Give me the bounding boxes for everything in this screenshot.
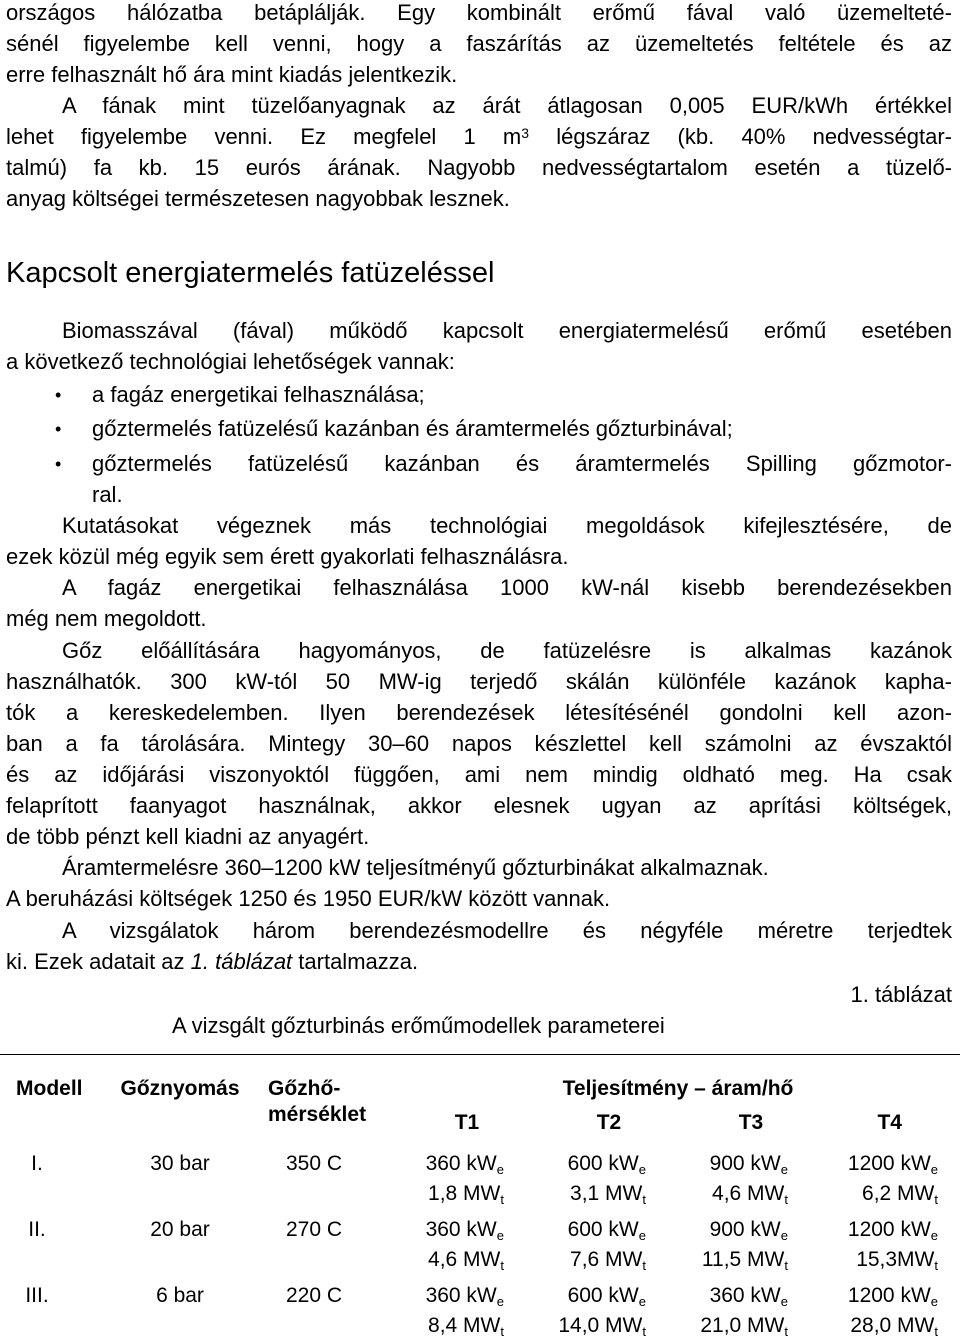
para6-line: tók a kereskedelemben. Ilyen berendezések létesítésénél gondolni kell azon- (6, 700, 952, 725)
cell-power-t4: 1200 $kW_e$ 28,0 $MW_t$ (847, 1284, 938, 1339)
header-pressure: Gőznyomás (120, 1077, 240, 1100)
table-reference: 1. táblázat (190, 949, 293, 974)
para6-line: használhatók. 300 kW-tól 50 MW-ig terjedő skálán különféle kazánok kapha- (6, 669, 952, 694)
cell-model: III. (25, 1284, 49, 1307)
bullet-item-continued: ral. (92, 482, 123, 507)
para2-line: lehet figyelembe venni. Ez megfelel 1 $m^3$ légszáraz (kb. 40% nedvességtar- (6, 124, 952, 149)
para4-line: Kutatásokat végeznek más technológiai megoldások kifejlesztésére, de (62, 513, 952, 538)
cell-power-t3: 360 $kW_e$ 21,0 $MW_t$ (700, 1284, 788, 1339)
intro-line: országos hálózatba betáplálják. Egy kombinált erőmű fával való üzemelteté- (6, 0, 952, 25)
para2-line: talmú) fa kb. 15 eurós árának. Nagyobb nedvességtartalom esetén a tüzelő- (6, 155, 952, 180)
table-body (0, 1140, 960, 1342)
para7-line: Áramtermelésre 360–1200 kW teljesítményű gőzturbinákat alkalmaznak. (62, 855, 769, 880)
table-caption: A vizsgált gőzturbinás erőműmodellek parameterei (172, 1013, 665, 1038)
cell-power-t1: 360 $kW_e$ 8,4 $MW_t$ (425, 1284, 504, 1339)
header-t4: T4 (877, 1111, 902, 1134)
header-temperature: Gőzhő- mérséklet (268, 1077, 367, 1126)
cell-power-t1: 360 $kW_e$ 1,8 $MW_t$ (425, 1152, 504, 1207)
table-row (0, 1276, 960, 1342)
cell-temperature: 270 C (285, 1218, 343, 1241)
header-model: Modell (16, 1077, 83, 1100)
header-t2: T2 (596, 1111, 622, 1134)
cell-power-t3: 900 $kW_e$ 4,6 $MW_t$ (709, 1152, 788, 1207)
header-t1: T1 (454, 1111, 480, 1134)
para6-line: ban a fa tárolására. Mintegy 30–60 napos készlettel kell számolni az évszaktól (6, 731, 952, 756)
cell-pressure: 20 bar (150, 1218, 210, 1241)
header-power: Teljesítmény – áram/hő (562, 1077, 794, 1100)
table-label: 1. táblázat (850, 982, 952, 1007)
para4-line: ezek közül még egyik sem érett gyakorlati felhasználásra. (6, 544, 569, 569)
para7-line: A beruházási költségek 1250 és 1950 EUR/kW között vannak. (6, 886, 611, 911)
cell-power-t2: 600 $kW_e$ 3,1 $MW_t$ (567, 1152, 646, 1207)
cell-temperature: 350 C (285, 1152, 343, 1175)
cell-power-t2: 600 $kW_e$ 7,6 $MW_t$ (567, 1218, 646, 1273)
para8-line: A vizsgálatok három berendezésmodellre és négyféle méretre terjedtek (62, 918, 952, 943)
header-t3: T3 (738, 1111, 764, 1134)
table-header-row (0, 1060, 960, 1102)
para5-line: még nem megoldott. (6, 606, 207, 631)
cell-pressure: 6 bar (156, 1284, 204, 1307)
cell-power-t4: 1200 $kW_e$ $15,3MW_t$ (847, 1218, 938, 1273)
cell-model: II. (28, 1218, 46, 1241)
intro-line: sénél figyelembe kell venni, hogy a faszárítás az üzemeltetés feltétele és az (6, 31, 952, 56)
para2-line: anyag költségei természetesen nagyobbak lesznek. (6, 186, 510, 211)
para3-line: Biomasszával (fával) működő kapcsolt energiatermelésű erőmű esetében (62, 318, 952, 343)
table-top-rule (0, 1054, 960, 1055)
bullet-icon: • (55, 385, 62, 405)
cell-model: I. (31, 1152, 43, 1175)
cell-power-t3: 900 $kW_e$ 11,5 $MW_t$ (701, 1218, 788, 1273)
para3-line: a következő technológiai lehetőségek vannak: (6, 349, 455, 374)
bullet-item: gőztermelés fatüzelésű kazánban és áramtermelés gőzturbinával; (92, 416, 733, 441)
parameters-table (0, 1060, 960, 1342)
para5-line: A fagáz energetikai felhasználása 1000 kW-nál kisebb berendezésekben (62, 575, 952, 600)
bullet-item: gőztermelés fatüzelésű kazánban és áramtermelés Spilling gőzmotor- (92, 451, 952, 476)
table-row (0, 1210, 960, 1276)
section-heading: Kapcsolt energiatermelés fatüzeléssel (6, 257, 495, 289)
cell-temperature: 220 C (285, 1284, 343, 1307)
bullet-item: a fagáz energetikai felhasználása; (92, 382, 425, 407)
cell-power-t1: 360 $kW_e$ 4,6 $MW_t$ (425, 1218, 504, 1273)
cell-power-t2: 600 $kW_e$ 14,0 $MW_t$ (558, 1284, 646, 1339)
para8-line: ki. Ezek adatait az 1. táblázat tartalmazza. (6, 949, 419, 974)
intro-line: erre felhasznált hő ára mint kiadás jelentkezik. (6, 62, 458, 87)
table-row (0, 1140, 960, 1210)
para2-line: A fának mint tüzelőanyagnak az árát átlagosan 0,005 EUR/kWh értékkel (62, 93, 952, 118)
para6-line: felaprított faanyagot használnak, akkor elesnek ugyan az aprítási költségek, (6, 793, 952, 818)
para6-line: de több pénzt kell kiadni az anyagért. (6, 824, 370, 849)
cell-pressure: 30 bar (150, 1152, 210, 1175)
bullet-icon: • (55, 419, 62, 439)
bullet-icon: • (55, 454, 62, 474)
superscript-3: 3 (521, 125, 530, 141)
cell-power-t4: 1200 $kW_e$ 6,2 $MW_t$ (847, 1152, 938, 1207)
para6-line: és az időjárási viszonyoktól függően, ami nem mindig oldható meg. Ha csak (6, 762, 952, 787)
para6-line: Gőz előállítására hagyományos, de fatüzelésre is alkalmas kazánok (62, 638, 952, 663)
